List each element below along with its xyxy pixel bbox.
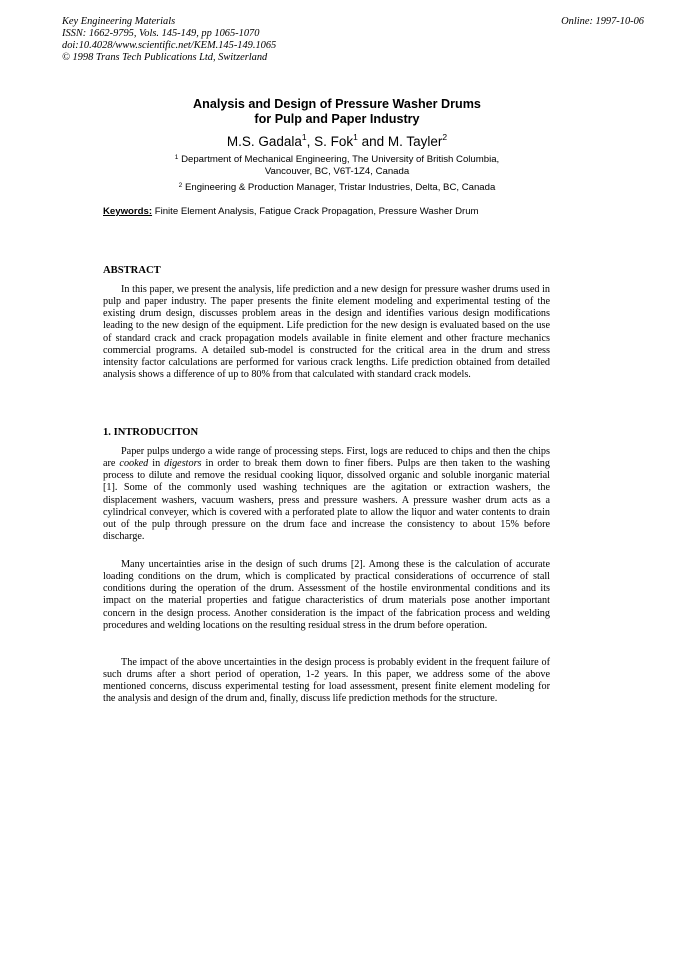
introduction-heading: 1. INTRODUCITON <box>103 427 199 438</box>
affiliation-1 <box>100 154 574 178</box>
p1-text-2: in <box>148 458 165 470</box>
title-line-1: Analysis and Design of Pressure Washer Drums <box>193 97 481 111</box>
affiliation-1-line-2: Vancouver, BC, V6T-1Z4, Canada <box>264 166 410 177</box>
journal-header <box>62 16 276 64</box>
affiliation-2-text: Engineering & Production Manager, Tristar Industries, Delta, BC, Canada <box>184 182 496 193</box>
affiliation-1-text: Department of Mechanical Engineering, The University of British Columbia, <box>181 154 500 165</box>
author-list <box>100 134 574 150</box>
introduction-paragraph-3: The impact of the above uncertainties in the design process is probably evident in the frequent failure of such drums after a short period of operation, 1-2 years. In this paper, we address some of the above mentioned concerns, discuss experimental testing for load assessment, present finite element modeling for the analysis and design of the drum and, finally, discuss life prediction methods for the structure. <box>103 657 550 705</box>
author-3: M. Tayler <box>387 134 443 149</box>
author-1: M.S. Gadala <box>226 134 302 149</box>
introduction-paragraph-1 <box>103 446 550 543</box>
doi-line: doi:10.4028/www.scientific.net/KEM.145-149.1065 <box>62 40 277 51</box>
online-date: Online: 1997-10-06 <box>561 16 644 27</box>
copyright-line: © 1998 Trans Tech Publications Ltd, Switzerland <box>62 52 268 63</box>
author-1-affiliation-mark: 1 <box>301 132 307 142</box>
p1-text-1: Paper pulps undergo a wide range of processing steps. First, logs are reduced to chips and then the chips are <box>103 446 550 470</box>
author-2: S. Fok <box>314 134 354 149</box>
issn-line: ISSN: 1662-9795, Vols. 145-149, pp 1065-1070 <box>62 28 260 39</box>
title-line-2: for Pulp and Paper Industry <box>254 112 420 126</box>
affiliation-1-line-1 <box>100 154 574 166</box>
abstract-paragraph: In this paper, we present the analysis, life prediction and a new design for pressure washer drums used in pulp and paper industry. The paper presents the finite element modeling and experimental testing of the existing drum design, discusses problem areas in the design and identifies various design modifications leading to the new design of the equipment. Life prediction for the new design is evaluated based on the use of standard crack and crack propagation models available in finite element and other fracture mechanics commercial programs. A detailed sub-model is constructed for the critical area in the drum and stress intensity factor calculations are performed for various crack lengths. Life prediction obtained from detailed analysis shows a difference of up to 80% from that calculated with standard crack models. <box>103 284 550 381</box>
p1-emphasis-digestors: digestors <box>164 458 202 470</box>
p1-text-3: in order to break them down to finer fibers. Pulps are then taken to the washing process to dilute and remove the residual cooking liquor, dissolved organic and soluble inorganic material [1]. Some of the commonly used washing techniques are the agitation or extraction washers, the displacement washers, vacuum washers, press and pressure washers. A pressure washer drum acts as a cylindrical conveyer, which is covered with a perforated plate to allow the liquor and water contents to drain out of the pulp through pressure on the drum face and increase the consistency to about 15% before discharge. <box>103 458 550 543</box>
author-2-affiliation-mark: 1 <box>353 132 358 142</box>
keywords <box>103 206 479 218</box>
affiliation-2-number: 2 <box>178 182 183 189</box>
keywords-label: Keywords: <box>103 206 153 217</box>
paper-title <box>100 97 574 127</box>
author-separator-1: , <box>306 134 315 149</box>
keywords-text: Finite Element Analysis, Fatigue Crack Propagation, Pressure Washer Drum <box>154 206 479 217</box>
p1-emphasis-cooked: cooked <box>119 458 149 470</box>
affiliation-2 <box>100 182 574 194</box>
author-3-affiliation-mark: 2 <box>442 132 448 142</box>
affiliation-2-line <box>100 182 574 194</box>
journal-name: Key Engineering Materials <box>62 16 176 27</box>
introduction-paragraph-2: Many uncertainties arise in the design of such drums [2]. Among these is the calculation of accurate loading conditions on the drum, which is complicated by practical considerations of occurrence of stall conditions during the operation of the drum. Assessment of the hostile environmental conditions and its impact on the material properties and fatigue characteristics of drum materials pose another important concern in the design process. Another consideration is the impact of the fabrication process and welding procedures and welding locations on the resulting residual stress in the drum before operation. <box>103 559 550 631</box>
affiliation-1-number: 1 <box>174 154 179 161</box>
abstract-heading: ABSTRACT <box>103 265 161 276</box>
author-separator-2: and <box>357 134 388 149</box>
